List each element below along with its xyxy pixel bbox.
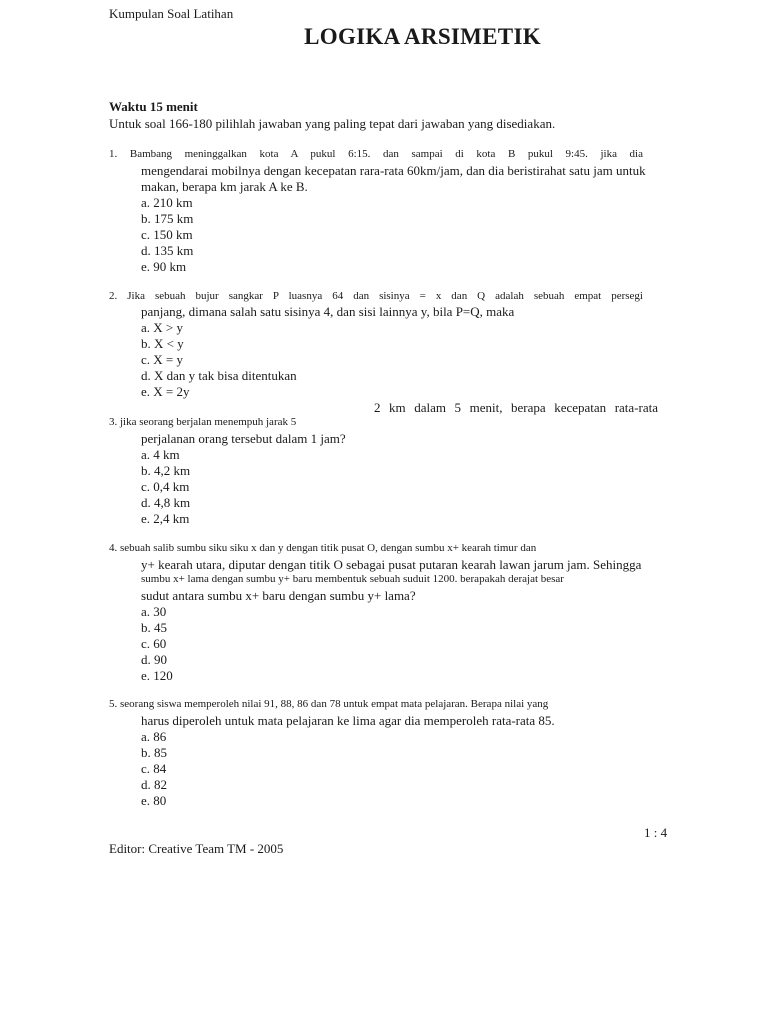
option-b: b. 175 km	[141, 211, 194, 226]
question-3-options	[141, 447, 190, 527]
option-b: b. 4,2 km	[141, 463, 191, 478]
option-c: c. 84	[141, 761, 167, 776]
option-d: d. 82	[141, 777, 167, 792]
question-3-line-2: perjalanan orang tersebut dalam 1 jam?	[141, 431, 346, 446]
option-a: a. 30	[141, 604, 167, 619]
question-4-line-2: y+ kearah utara, diputar dengan titik O sebagai pusat putaran kearah lawan jarum jam. Sehingga	[141, 557, 642, 572]
question-1-line-2: mengendarai mobilnya dengan kecepatan rara-rata 60km/jam, dan dia beristirahat satu jam untuk	[141, 163, 646, 178]
instruction-text: Untuk soal 166-180 pilihlah jawaban yang paling tepat dari jawaban yang disediakan.	[109, 116, 556, 131]
page-number: 1 : 4	[644, 825, 668, 840]
option-d: d. 135 km	[141, 243, 194, 258]
question-2-line-2: panjang, dimana salah satu sisinya 4, dan sisi lainnya y, bila P=Q, maka	[141, 304, 515, 319]
question-2-options	[141, 320, 297, 400]
option-d: d. 90	[141, 652, 167, 667]
footer-editor: Editor: Creative Team TM - 2005	[109, 841, 284, 856]
question-4-options	[141, 604, 173, 684]
option-a: a. 4 km	[141, 447, 180, 462]
option-c: c. 0,4 km	[141, 479, 190, 494]
question-5-line-1: 5. seorang siswa memperoleh nilai 91, 88, 86 dan 78 untuk empat mata pelajaran. Berapa nilai yang	[109, 698, 549, 710]
question-4-line-1: 4. sebuah salib sumbu siku siku x dan y dengan titik pusat O, dengan sumbu x+ kearah timur dan	[109, 542, 537, 554]
question-4-line-3: sumbu x+ lama dengan sumbu y+ baru membentuk sebuah suduit 1200. berapakah derajat besar	[141, 573, 564, 585]
option-d: d. 4,8 km	[141, 495, 191, 510]
option-a: a. 86	[141, 729, 167, 744]
option-a: a. X > y	[141, 320, 183, 335]
question-1-line-1: 1. Bambang meninggalkan kota A pukul 6:15. dan sampai di kota B pukul 9:45. jika dia	[109, 148, 643, 160]
option-b: b. X < y	[141, 336, 184, 351]
question-1-options	[141, 195, 193, 275]
option-e: e. 90 km	[141, 259, 187, 274]
question-2-line-1: 2. Jika sebuah bujur sangkar P luasnya 64 dan sisinya = x dan Q adalah sebuah empat persegi	[109, 290, 643, 302]
option-e: e. 80	[141, 793, 167, 808]
option-c: c. 60	[141, 636, 167, 651]
question-4-line-4: sudut antara sumbu x+ baru dengan sumbu y+ lama?	[141, 588, 416, 603]
option-b: b. 45	[141, 620, 167, 635]
question-3-fragment: 2 km dalam 5 menit, berapa kecepatan rata-rata	[374, 400, 658, 415]
time-limit: Waktu 15 menit	[109, 99, 198, 114]
question-5-line-2: harus diperoleh untuk mata pelajaran ke lima agar dia memperoleh rata-rata 85.	[141, 713, 555, 728]
option-e: e. X = 2y	[141, 384, 190, 399]
header-label: Kumpulan Soal Latihan	[109, 6, 234, 21]
option-b: b. 85	[141, 745, 167, 760]
question-3-line-1: 3. jika seorang berjalan menempuh jarak 5	[109, 416, 297, 428]
option-e: e. 2,4 km	[141, 511, 190, 526]
option-a: a. 210 km	[141, 195, 193, 210]
option-d: d. X dan y tak bisa ditentukan	[141, 368, 297, 383]
question-5-options	[141, 729, 167, 809]
option-c: c. X = y	[141, 352, 183, 367]
document-title: LOGIKA ARSIMETIK	[304, 24, 541, 49]
option-c: c. 150 km	[141, 227, 193, 242]
option-e: e. 120	[141, 668, 173, 683]
question-1-line-3: makan, berapa km jarak A ke B.	[141, 179, 308, 194]
